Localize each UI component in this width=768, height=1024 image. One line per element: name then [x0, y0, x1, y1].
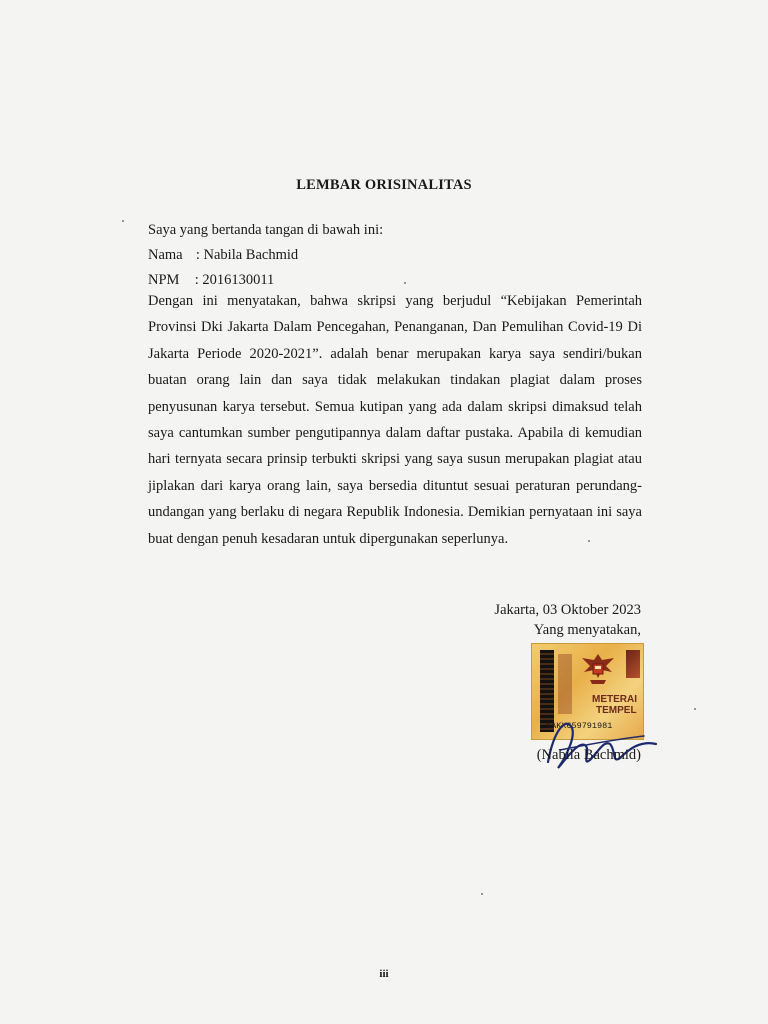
stamp-hologram: [626, 650, 640, 678]
stamp-serial: SAKX659791981: [546, 721, 613, 731]
npm-value: : 2016130011: [194, 272, 275, 288]
scan-speck: [481, 893, 483, 895]
stamp-label-line1: METERAI: [592, 694, 637, 705]
stamp-value-strip: [558, 654, 572, 714]
npm-label: NPM: [148, 272, 180, 288]
stamp-label-line2: TEMPEL: [596, 705, 637, 716]
document-title: LEMBAR ORISINALITAS: [296, 177, 472, 193]
npm-field: [148, 272, 274, 289]
declarer-label: Yang menyatakan,: [533, 622, 641, 638]
page-number: iii: [379, 968, 389, 980]
handwritten-signature: [520, 710, 660, 776]
signer-name: (Nabila Bachmid): [536, 747, 641, 763]
scan-speck: [404, 282, 406, 284]
scan-speck: [122, 220, 124, 222]
name-value: : Nabila Bachmid: [195, 247, 299, 263]
garuda-emblem-icon: [576, 650, 620, 690]
scan-speck: [694, 708, 696, 710]
intro-line: Saya yang bertanda tangan di bawah ini:: [148, 222, 384, 238]
scan-speck: [588, 540, 590, 542]
declaration-paragraph: Dengan ini menyatakan, bahwa skripsi yang berjudul “Kebijakan Pemerintah Provinsi Dki Jakarta Dalam Pencegahan, Penanganan, Dan Pemulihan Covid-19 Di Jakarta Periode 2020-2021”. adalah benar merupakan karya saya sendiri/bukan buatan orang lain dan saya tidak melakukan tindakan plagiat dalam proses penyusunan karya tersebut. Semua kutipan yang ada dalam skripsi dimaksud telah saya cantumkan sumber pengutipannya dalam daftar pustaka. Apabila di kemudian hari ternyata secara prinsip terbukti skripsi yang saya susun merupakan plagiat atau jiplakan dari karya orang lain, saya bersedia dituntut sesuai peraturan perundang-undangan yang berlaku di negara Republik Indonesia. Demikian pernyataan ini saya buat dengan penuh kesadaran untuk dipergunakan seperlunya.: [148, 293, 642, 547]
name-field: [148, 247, 298, 264]
name-label: Nama: [148, 247, 183, 263]
place-date: Jakarta, 03 Oktober 2023: [494, 602, 641, 618]
